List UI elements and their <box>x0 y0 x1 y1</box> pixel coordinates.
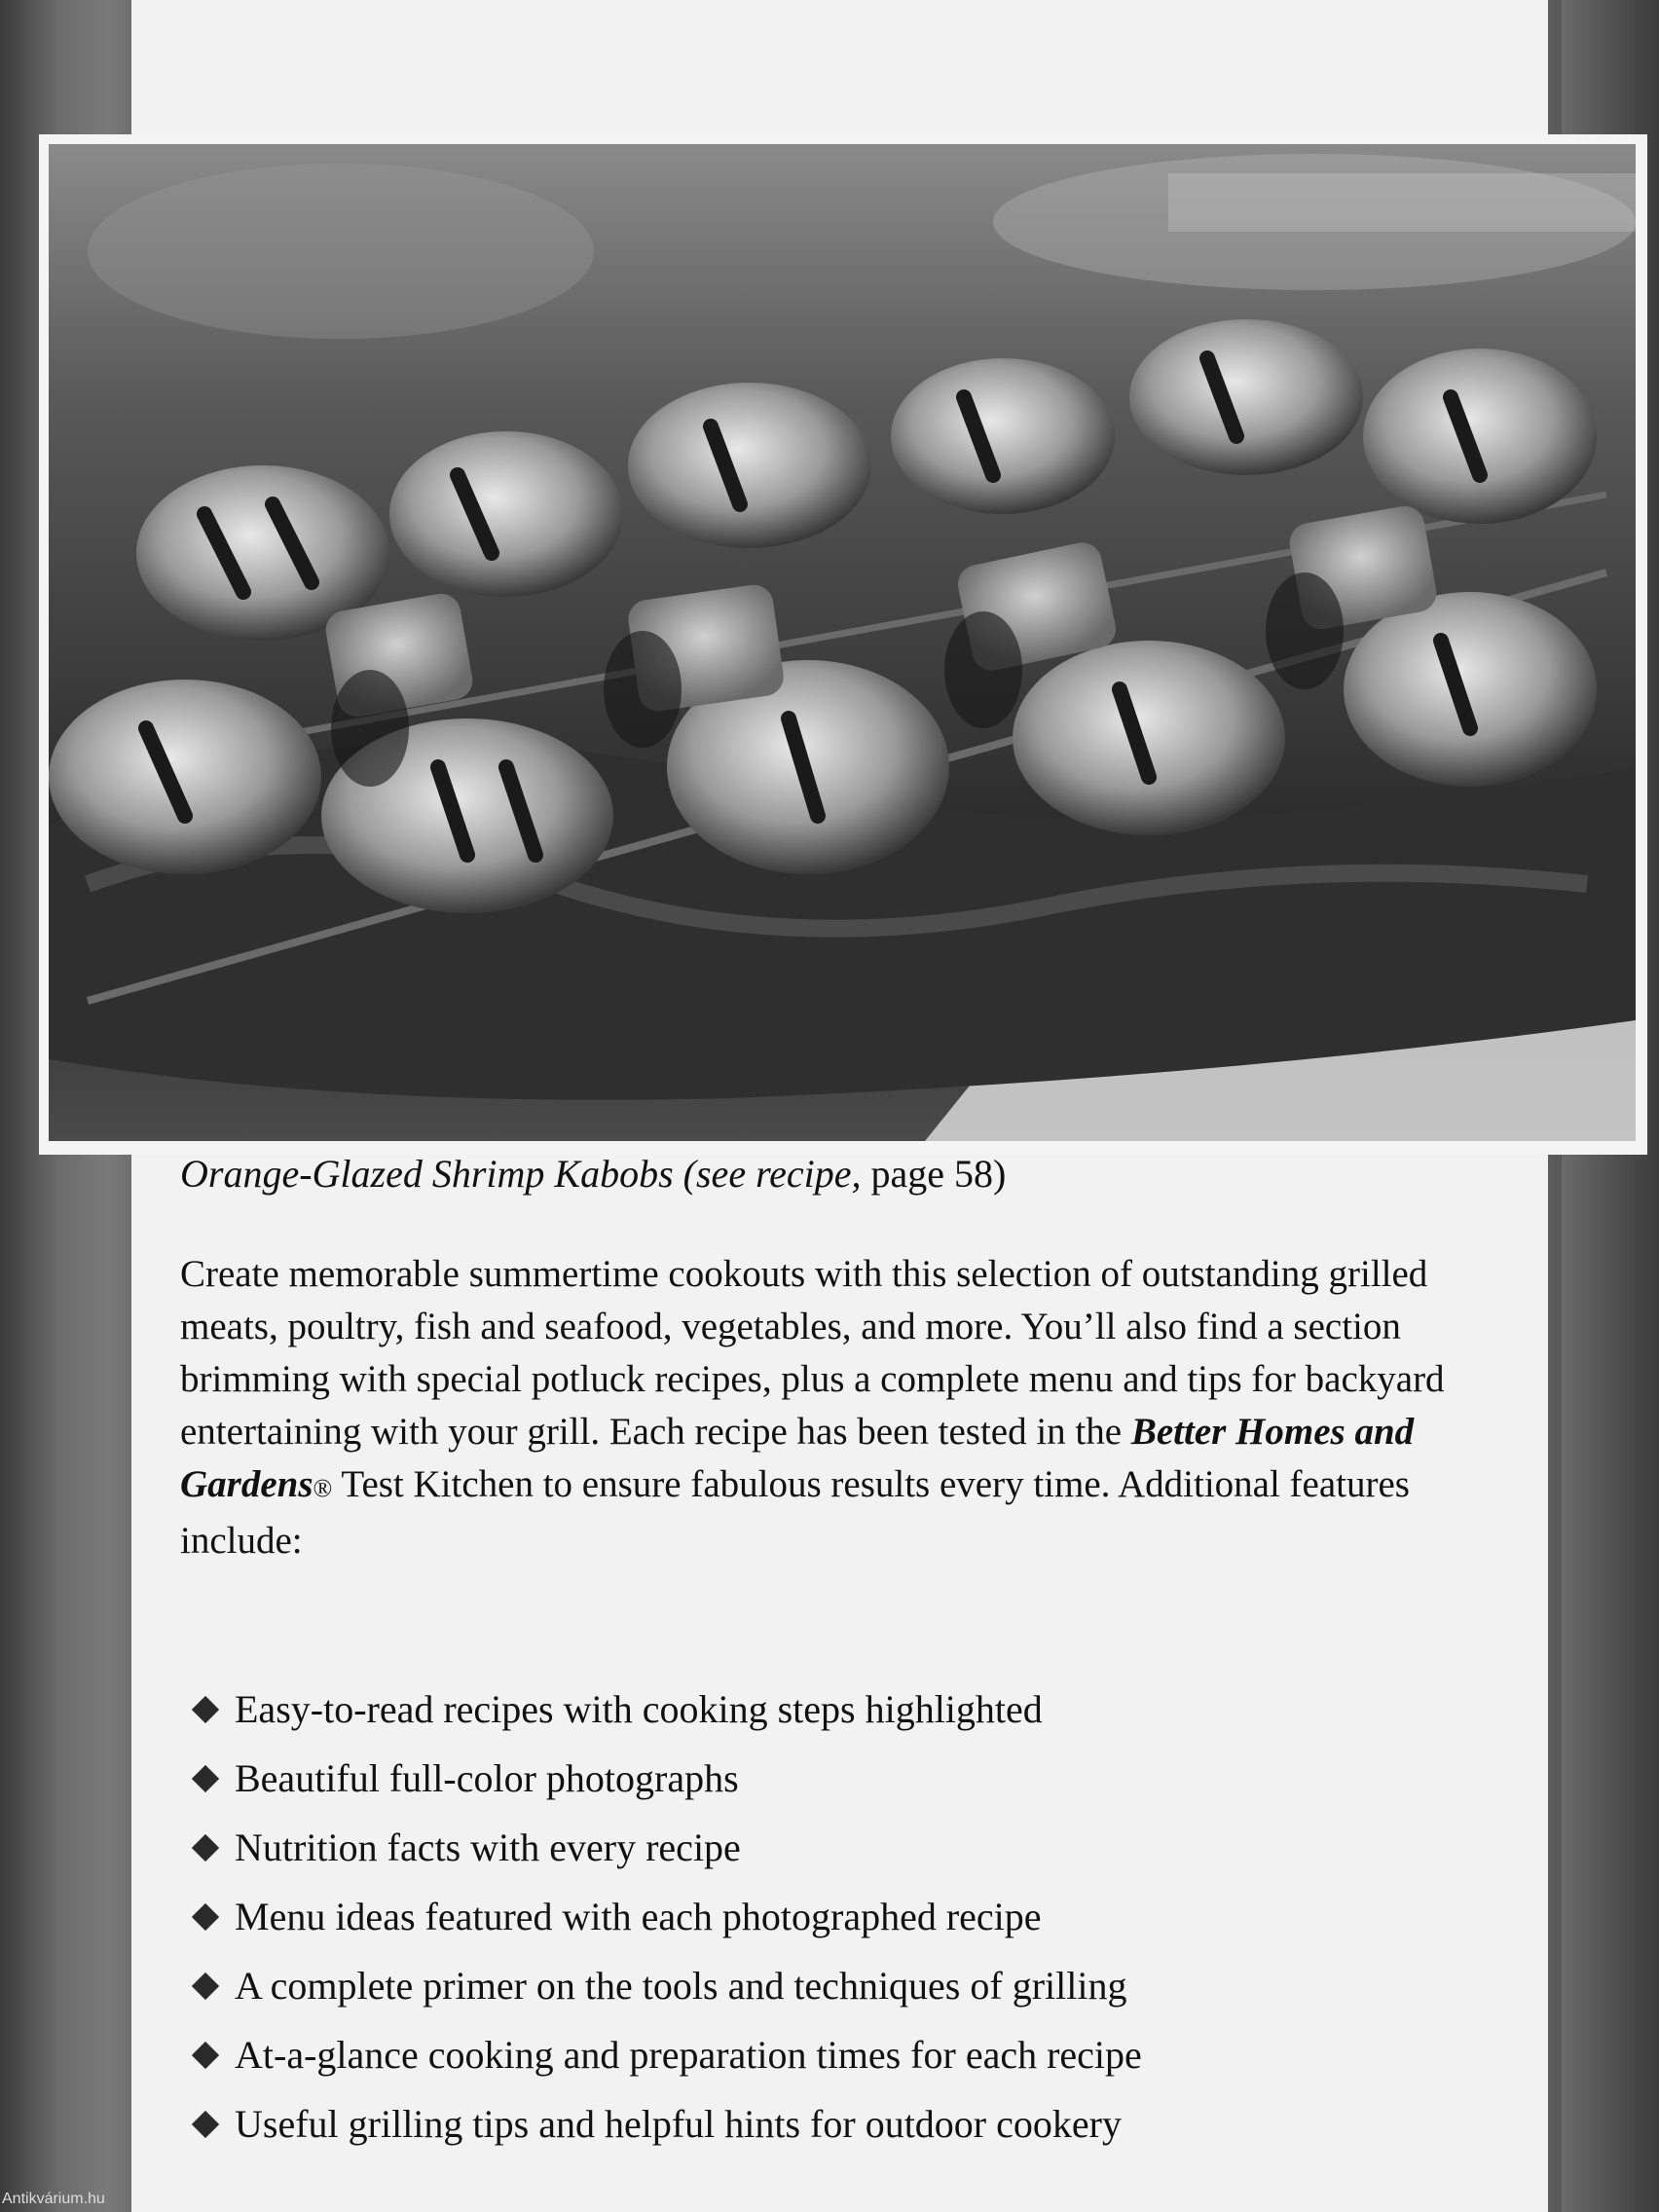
list-item <box>190 1951 1456 2020</box>
list-item <box>190 1813 1456 1882</box>
feature-text: At-a-glance cooking and preparation times for each recipe <box>235 2033 1142 2077</box>
intro-paragraph <box>180 1248 1524 1567</box>
caption-see-recipe: (see recipe, <box>682 1152 862 1196</box>
diamond-bullet-icon <box>192 2110 219 2137</box>
list-item <box>190 1882 1456 1951</box>
feature-text: A complete primer on the tools and techniques of grilling <box>235 1964 1127 2008</box>
photo-caption <box>180 1151 1446 1197</box>
feature-text: Useful grilling tips and helpful hints for outdoor cookery <box>235 2102 1122 2146</box>
diamond-bullet-icon <box>192 1972 219 1999</box>
list-item <box>190 2089 1456 2158</box>
list-item <box>190 2020 1456 2089</box>
brand-name: Better Homes and Gardens <box>180 1411 1415 1505</box>
diamond-bullet-icon <box>192 1695 219 1722</box>
feature-text: Easy-to-read recipes with cooking steps highlighted <box>235 1687 1043 1731</box>
shrimp-kabobs-photo <box>49 144 1636 1141</box>
list-item <box>190 1675 1456 1744</box>
feature-text: Beautiful full-color photographs <box>235 1756 739 1800</box>
list-item <box>190 1744 1456 1813</box>
features-list <box>190 1675 1456 2158</box>
photo-frame <box>39 134 1647 1155</box>
intro-text-1: Create memorable summertime cookouts with this selection of outstanding grilled meats, poultry, fish and seafood, vegetables, and more. You’ll also find a section brimming with special potluck recipes, plus a complete menu and tips for backyard entertaining with your grill. Each recipe has been tested in the <box>180 1253 1445 1453</box>
photo-illustration <box>49 144 1636 1141</box>
feature-text: Menu ideas featured with each photographed recipe <box>235 1895 1042 1938</box>
diamond-bullet-icon <box>192 1902 219 1930</box>
diamond-bullet-icon <box>192 2041 219 2068</box>
watermark: Antikvárium.hu <box>2 2191 105 2207</box>
feature-text: Nutrition facts with every recipe <box>235 1825 741 1869</box>
caption-page: page 58) <box>870 1152 1007 1196</box>
diamond-bullet-icon <box>192 1764 219 1791</box>
registered-mark: ® <box>313 1474 333 1502</box>
caption-title: Orange-Glazed Shrimp Kabobs <box>180 1152 674 1196</box>
diamond-bullet-icon <box>192 1833 219 1861</box>
intro-text-2: Test Kitchen to ensure fabulous results every time. Additional features include: <box>180 1463 1410 1562</box>
